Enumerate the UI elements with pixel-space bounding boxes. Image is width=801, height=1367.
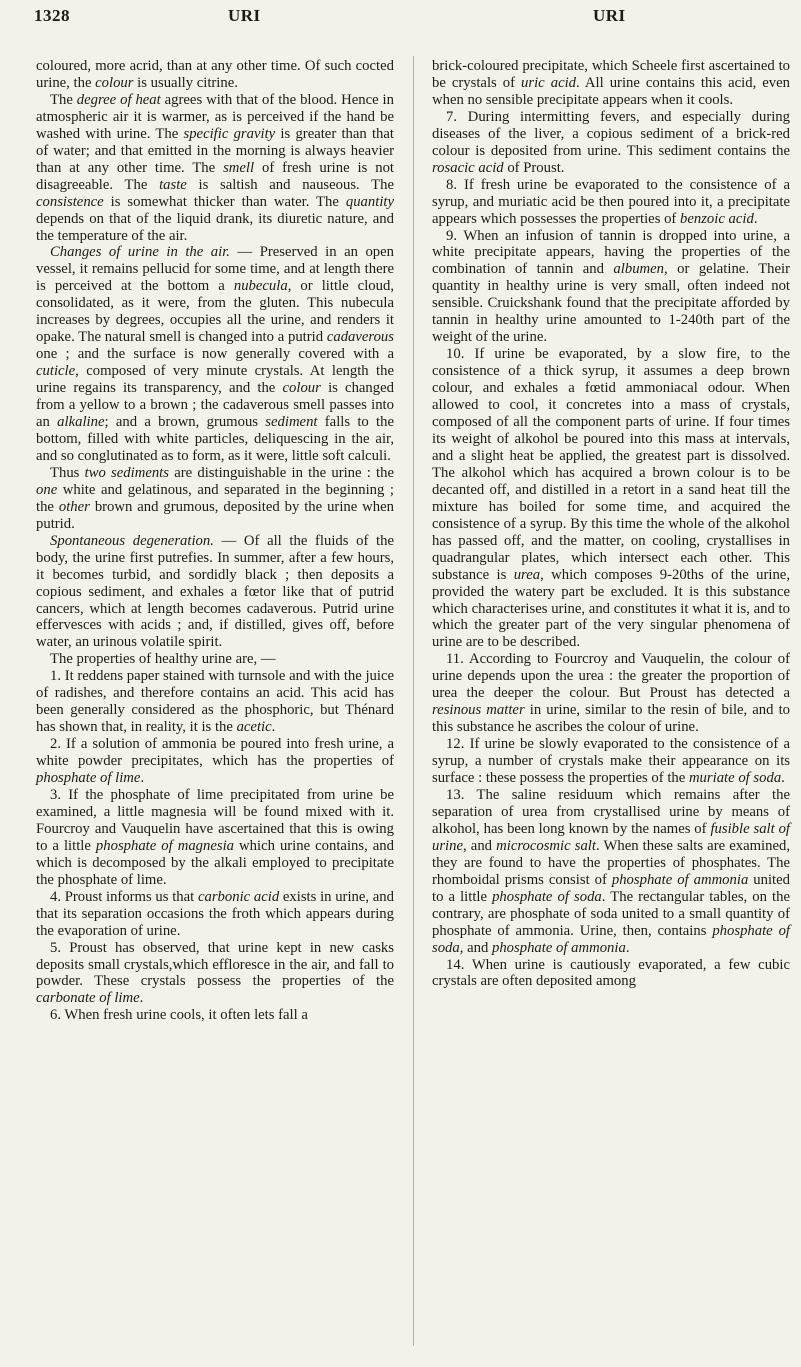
italic-term: carbonate of lime — [36, 990, 140, 1007]
text-run: 2. If a solution of ammonia be poured into fresh urine, a white powder precipitates, which has the properties of — [36, 736, 394, 770]
text-run: 10. If urine be evaporated, by a slow fire, to the consistence of a thick syrup, it assumes a deep brown colour, and exhales a fœtid ammoniacal odour. When allowed to cool, it concretes into a mass of crystals, composed of all the component parts of urine. If four times its weight of alkohol be poured into this mass at intervals, and a slight heat be applied, the greatest part is dissolved. The alkohol which has acquired a brown colour is to be decanted off, and distilled in a retort in a sand heat till the mixture has boiled for some time, and acquired the consistence of a syrup. By this time the whole of the alkohol has passed off, and the matter, on cooling, crystallises in quadrangular plates, which intersect each other. This substance is — [432, 346, 790, 583]
paragraph — [432, 957, 790, 991]
text-run: . The rectangular tables, on the contrary, are phosphate of soda united to a small quantity of phosphate of ammonia. Urine, then, contains — [432, 888, 790, 939]
text-run: in urine, similar to the resin of bile, and to this substance he ascribes the colour of urine. — [432, 702, 790, 736]
page-number: 1328 — [34, 6, 70, 25]
text-run: , which composes 9-20ths of the urine, provided the watery part be excluded. It is this substance which characterises urine, and constitutes it what it is, and to which the greater part of the very singular phenomena of urine are to be described. — [432, 566, 790, 651]
text-run: The properties of healthy urine are, — — [50, 651, 276, 668]
text-run: ; and a brown, grumous — [104, 414, 266, 431]
text-run: falls to the bottom, filled with white particles, deliquescing in the air, and so conglutinated as to form, as it were, little soft calculi. — [36, 414, 394, 464]
text-run: are distinguishable in the urine : the — [168, 464, 394, 481]
right-text-column — [432, 58, 790, 990]
text-run: brick-coloured precipitate, which Scheele first ascertained to be crystals of — [432, 58, 790, 91]
paragraph — [432, 58, 790, 109]
text-run: 12. If urine be slowly evaporated to the consistence of a syrup, a number of crystals make their appearance on its surface : these possess the properties of the — [432, 736, 790, 787]
paragraph — [432, 651, 790, 736]
paragraph — [36, 92, 394, 245]
text-run: — Preserved in an open vessel, it remains pellucid for some time, and at length there is perceived at the bottom a — [36, 244, 395, 295]
text-run: 4. Proust informs us that — [50, 888, 198, 905]
paragraph — [36, 1007, 394, 1024]
text-run: of fresh urine is not disagreeable. The — [36, 159, 395, 193]
text-run: — Of all the fluids of the body, the urine first putrefies. In summer, after a few hours, it becomes turbid, and sordidly black ; then deposits a copious sediment, and exhales a fœtor like that of putrid cancers, which at length becomes cadaverous. Putrid urine effervesces with acids ; and, if distilled, gives off, before water, an urinous volatile spirit. — [36, 532, 394, 651]
italic-term: cadaverous — [326, 329, 394, 346]
italic-term: other — [58, 498, 90, 515]
italic-term: carbonic acid — [197, 888, 280, 905]
italic-term: smell — [223, 159, 255, 176]
italic-term: urea — [513, 566, 541, 583]
text-run: brown and grumous, deposited by the urine when putrid. — [36, 498, 394, 532]
text-run: 6. When fresh urine cools, it often lets fall a — [50, 1007, 308, 1024]
text-run: , or gelatine. Their quantity in healthy urine is very small, often indeed not sensible. Cruickshank found that the precipitate afforded by tannin in healthy urine amounted to 1-240th part of the weight of the urine. — [432, 261, 791, 346]
paragraph — [432, 787, 790, 957]
italic-term: phosphate of magnesia — [95, 837, 235, 854]
text-run: , or little cloud, consolidated, as it were, from the gluten. This nubecula increases by degrees, occupies all the urine, and renders it opake. The natural smell is changed into a putrid — [36, 278, 394, 346]
text-run: , and — [463, 837, 497, 854]
italic-term: degree of heat — [76, 91, 161, 108]
text-run: , and — [459, 939, 492, 956]
text-run: united to a little — [432, 871, 790, 905]
italic-term: nubecula — [233, 278, 288, 295]
italic-term: taste — [159, 176, 187, 193]
text-run: which urine contains, and which is decomposed by the alkali employed to precipitate the phosphate of lime. — [36, 837, 394, 888]
running-head-right: URI — [593, 6, 626, 25]
text-run: . — [781, 770, 785, 787]
paragraph — [36, 889, 394, 940]
paragraph — [36, 736, 394, 787]
italic-term: microcosmic salt — [496, 837, 596, 854]
italic-term: uric acid — [521, 74, 577, 91]
text-run: is greater than that of water; and that emitted in the morning is always heavier than at any other time. The — [36, 125, 394, 176]
paragraph — [432, 346, 790, 651]
text-run: . — [625, 939, 630, 956]
running-head-left: URI — [228, 6, 261, 25]
column-divider — [413, 56, 414, 1346]
italic-term: rosacic acid — [432, 159, 504, 176]
text-run: exists in urine, and that its separation occasions the froth which appears during the evaporation of urine. — [36, 888, 394, 939]
italic-term: phosphate of ammonia — [611, 871, 749, 888]
text-run: is somewhat thicker than water. The — [103, 193, 346, 210]
text-run: , composed of very minute crystals. At length the urine regains its transparency, and the — [36, 363, 394, 397]
italic-term: consistence — [36, 193, 104, 210]
text-run: 9. When an infusion of tannin is dropped into urine, a white precipitate appears, having the properties of the combination of tannin and — [432, 227, 790, 278]
italic-term: two sediments — [84, 464, 169, 481]
italic-term: acetic — [236, 719, 272, 736]
italic-term: phosphate of soda — [492, 888, 602, 905]
italic-term: cuticle — [36, 363, 76, 380]
text-run: The — [50, 91, 77, 108]
italic-term: Spontaneous degeneration. — [50, 532, 214, 549]
paragraph — [36, 465, 394, 533]
italic-term: sediment — [265, 414, 318, 431]
paragraph — [432, 109, 790, 177]
paragraph — [36, 651, 394, 668]
text-run: is changed from a yellow to a brown ; the cadaverous smell passes into an — [36, 380, 394, 431]
text-run: 7. During intermitting fevers, and especially during diseases of the liver, a copious sediment of a brick-red colour is deposited from urine. This sediment contains the — [432, 108, 790, 159]
text-run: is usually citrine. — [133, 74, 238, 91]
paragraph — [432, 736, 790, 787]
italic-term: one — [36, 481, 58, 498]
paragraph — [432, 177, 790, 228]
italic-term: resinous matter — [432, 702, 525, 719]
paragraph — [36, 58, 394, 92]
text-run: 1. It reddens paper stained with turnsole and with the juice of radishes, and therefore contains an acid. This acid has been generally considered as the phosphoric, but Thénard has shown that, in reality, it is the — [36, 668, 394, 736]
text-run: 3. If the phosphate of lime precipitated from urine be examined, a little magnesia will be found mixed with it. Fourcroy and Vauquelin have ascertained that this is owing to a little — [36, 786, 394, 854]
text-run: . When these salts are examined, they are found to have the properties of phosphates. The rhomboidal prisms consist of — [432, 837, 790, 888]
italic-term: benzoic acid — [680, 210, 754, 227]
italic-term: phosphate of lime — [36, 770, 141, 787]
text-run: depends on that of the liquid drank, its diuretic nature, and the temperature of the air. — [36, 210, 394, 244]
paragraph — [432, 228, 790, 347]
text-run: Thus — [50, 464, 85, 481]
paragraph — [36, 940, 394, 1008]
text-run: . All urine contains this acid, even when no sensible precipitate appears when it cools. — [432, 74, 791, 108]
paragraph — [36, 668, 394, 736]
text-run: . — [753, 210, 758, 227]
text-run: 13. The saline residuum which remains after the separation of urea from crystallised urine by means of alkohol, has been long known by the names of — [432, 786, 790, 837]
italic-term: Changes of urine in the air. — [50, 244, 230, 261]
text-run: . — [139, 990, 144, 1007]
italic-term: albumen — [613, 261, 665, 278]
italic-term: muriate of soda — [688, 770, 782, 787]
text-run: . — [271, 719, 276, 736]
text-run: of Proust. — [503, 159, 565, 176]
paragraph — [36, 787, 394, 889]
text-run: 8. If fresh urine be evaporated to the consistence of a syrup, and muriatic acid be then poured into it, a precipitate appears which possesses the properties of — [432, 176, 790, 227]
paragraph — [36, 244, 394, 464]
italic-term: colour — [282, 380, 321, 397]
text-run: white and gelatinous, and separated in the beginning ; the — [36, 481, 394, 515]
text-run: 5. Proust has observed, that urine kept in new casks deposits small crystals,which effloresce in the air, and fall to powder. These crystals possess the properties of the — [36, 939, 394, 990]
italic-term: quantity — [345, 193, 394, 210]
text-run: 14. When urine is cautiously evaporated, a few cubic crystals are often deposited among — [432, 956, 790, 990]
italic-term: fusible salt of urine — [432, 820, 791, 854]
text-run: 11. According to Fourcroy and Vauquelin, the colour of urine depends upon the urea : the greater the proportion of urea the deeper the colour. But Proust has detected a — [432, 651, 790, 702]
left-text-column — [36, 58, 394, 1024]
italic-term: phosphate of soda — [432, 922, 790, 956]
text-run: is saltish and nauseous. The — [186, 176, 394, 193]
text-run: coloured, more acrid, than at any other time. Of such cocted urine, the — [36, 58, 394, 91]
text-run: . — [140, 770, 145, 787]
text-run: one ; and the surface is now generally covered with a — [36, 346, 394, 363]
paragraph — [36, 533, 394, 652]
text-run: agrees with that of the blood. Hence in atmospheric air it is warmer, as is perceived if the hand be washed with urine. The — [36, 91, 394, 142]
italic-term: colour — [95, 74, 134, 91]
italic-term: alkaline — [57, 414, 105, 431]
italic-term: phosphate of ammonia — [491, 939, 626, 956]
italic-term: specific gravity — [183, 125, 276, 142]
